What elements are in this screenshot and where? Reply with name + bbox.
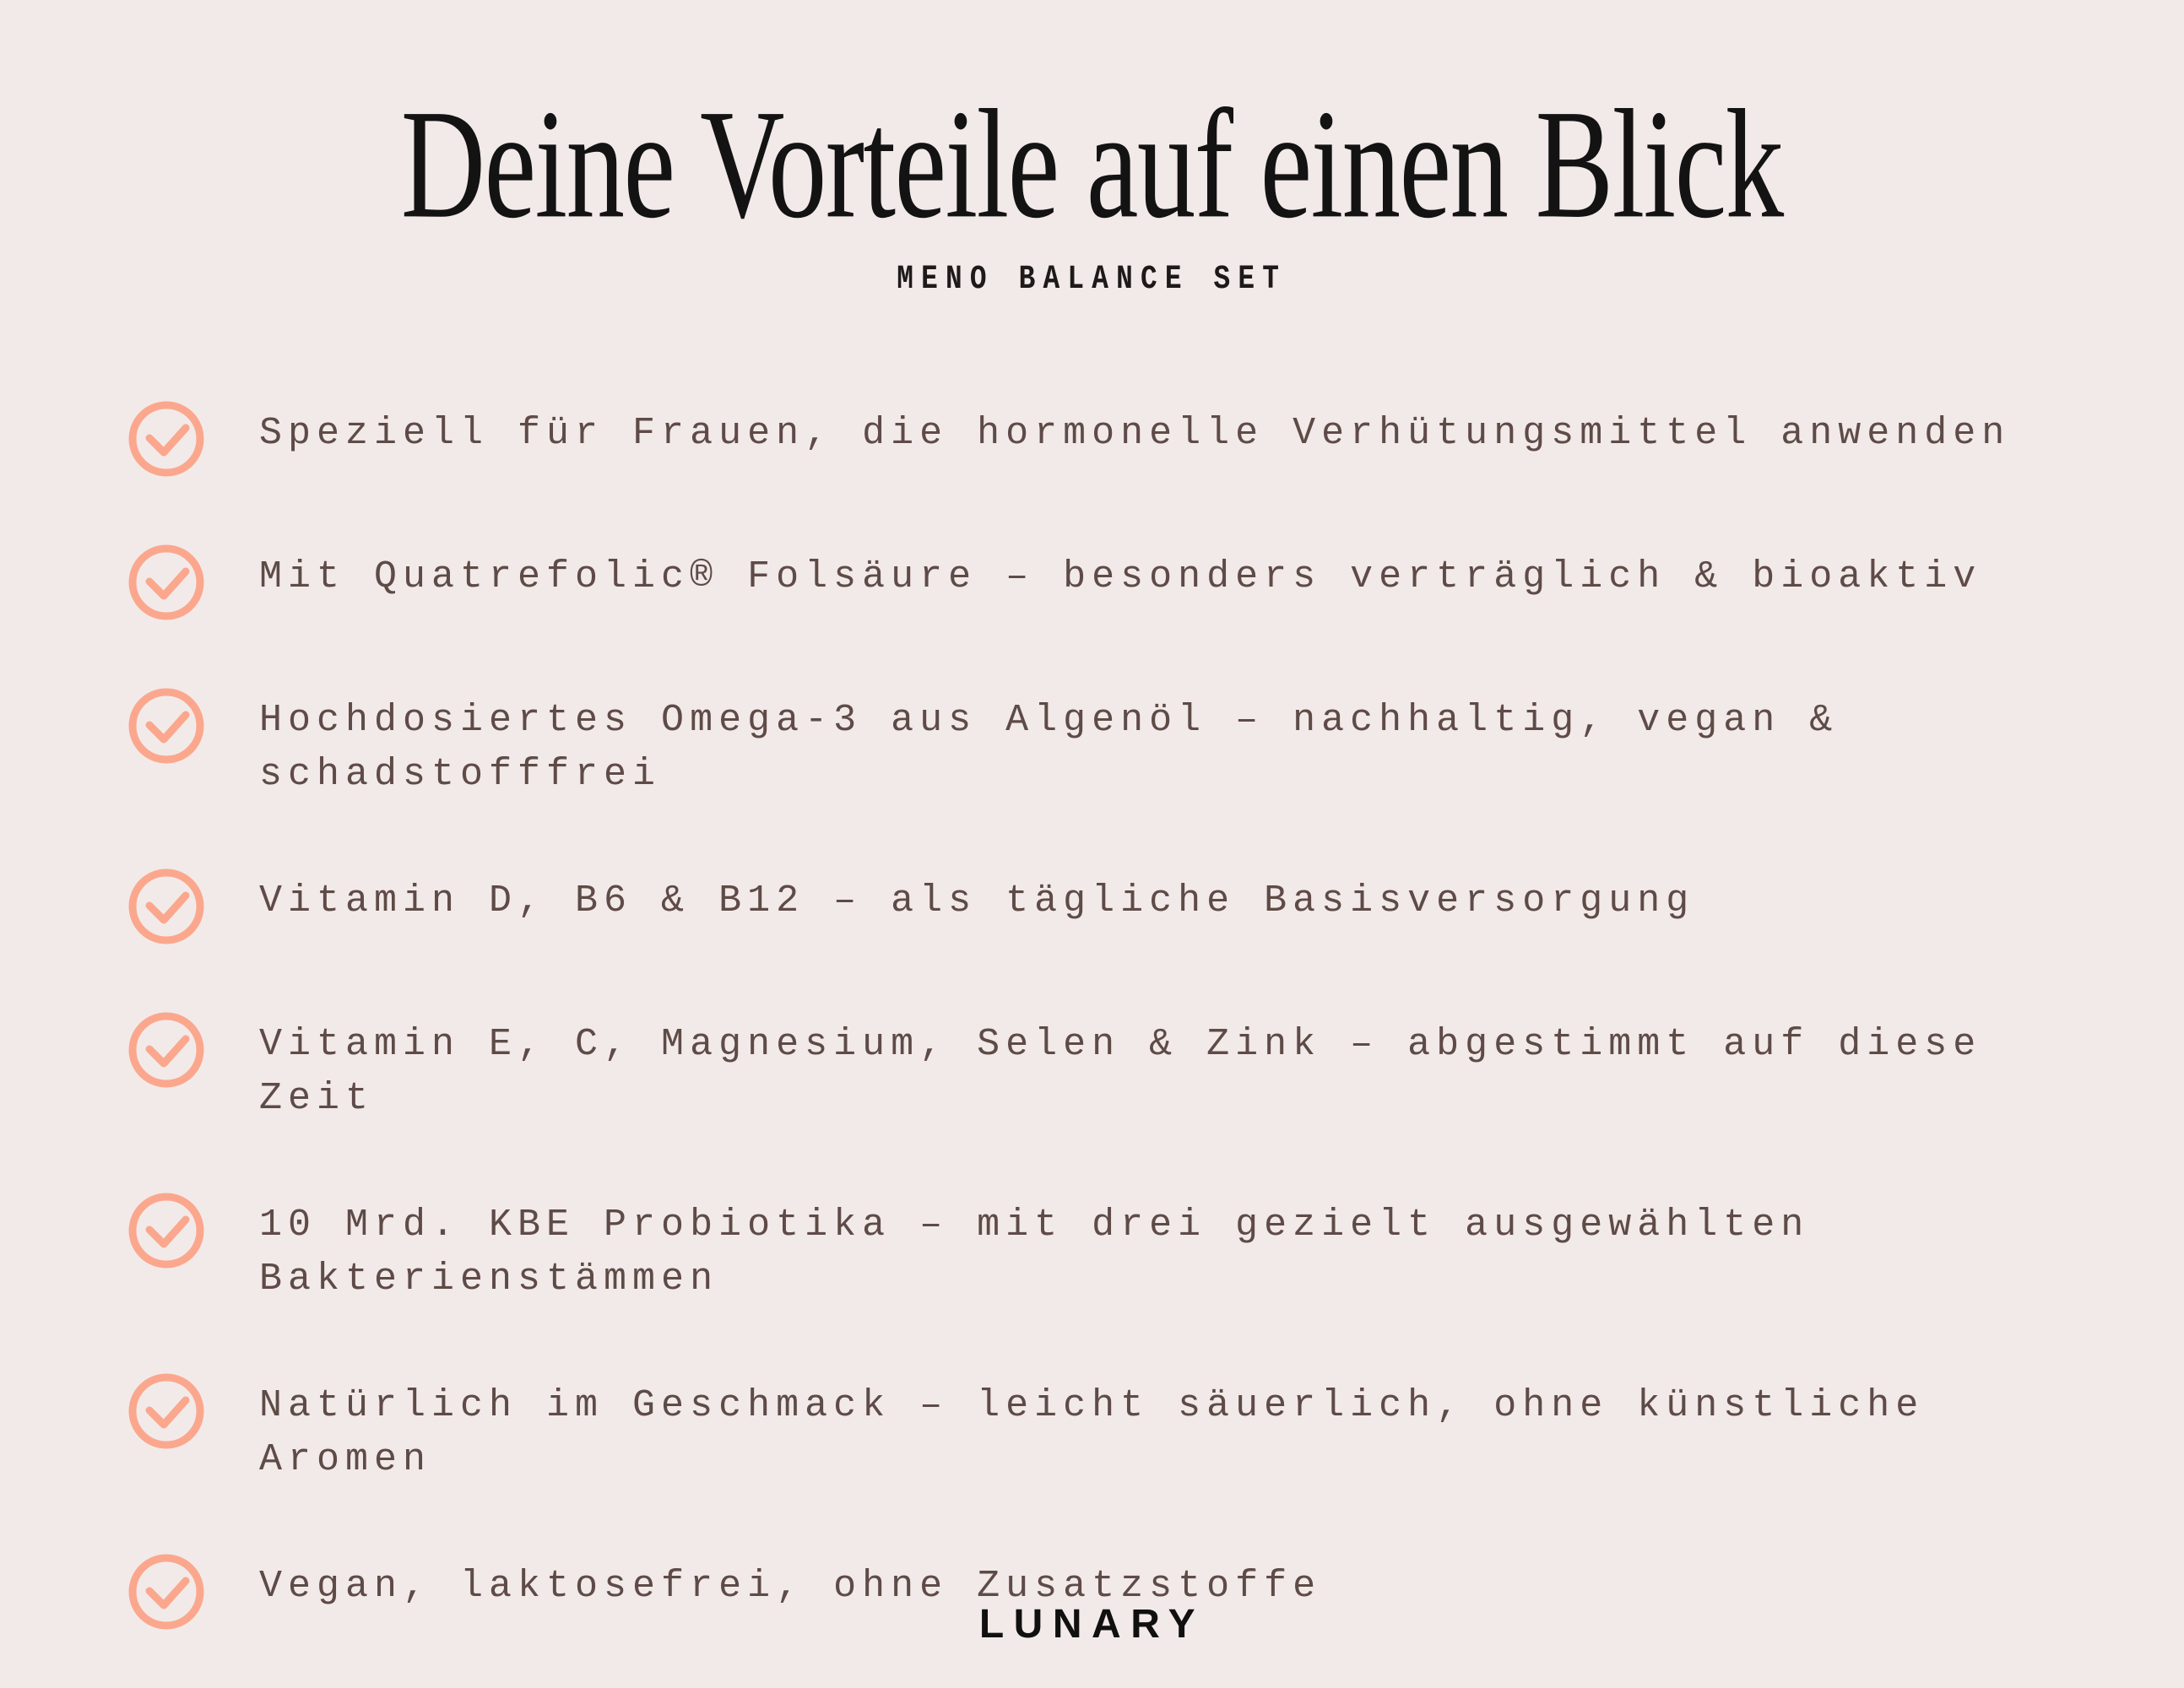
page-title: Deine Vorteile auf einen Blick (401, 77, 1783, 251)
benefit-text: Vitamin D, B6 & B12 – als tägliche Basisversorgung (259, 879, 1695, 922)
page-subtitle: MENO BALANCE SET (897, 261, 1287, 299)
check-circle-icon (127, 687, 205, 765)
check-circle-icon (127, 1372, 205, 1450)
footer (0, 1601, 2184, 1647)
benefit-text: Mit Quatrefolic® Folsäure – besonders verträglich & bioaktiv (259, 555, 1982, 598)
benefit-text: Vitamin E, C, Magnesium, Selen & Zink – abgestimmt auf diese Zeit (259, 1023, 1982, 1120)
check-circle-icon (127, 1011, 205, 1089)
benefit-text: 10 Mrd. KBE Probiotika – mit drei gezielt ausgewählten Bakterienstämmen (259, 1204, 1810, 1301)
benefit-item (127, 694, 2095, 802)
brand-logo: LUNARY (978, 1602, 1206, 1647)
benefit-text: Speziell für Frauen, die hormonelle Verhütungsmittel anwenden (259, 412, 2011, 455)
benefit-item (127, 1379, 2095, 1487)
check-circle-icon (127, 1192, 205, 1269)
benefit-item (127, 1198, 2095, 1307)
benefit-item (127, 874, 2095, 945)
header (206, 77, 1977, 299)
check-circle-icon (127, 544, 205, 621)
benefit-item (127, 1018, 2095, 1126)
check-circle-icon (127, 868, 205, 945)
benefit-text: Hochdosiertes Omega-3 aus Algenöl – nachhaltig, vegan & schadstofffrei (259, 699, 1839, 796)
benefit-text: Vegan, laktosefrei, ohne Zusatzstoffe (259, 1565, 1322, 1608)
benefit-item (127, 550, 2095, 621)
benefit-item (127, 407, 2095, 478)
benefits-list (127, 407, 2095, 1631)
check-circle-icon (127, 400, 205, 478)
benefit-text: Natürlich im Geschmack – leicht säuerlich, ohne künstliche Aromen (259, 1384, 1925, 1481)
